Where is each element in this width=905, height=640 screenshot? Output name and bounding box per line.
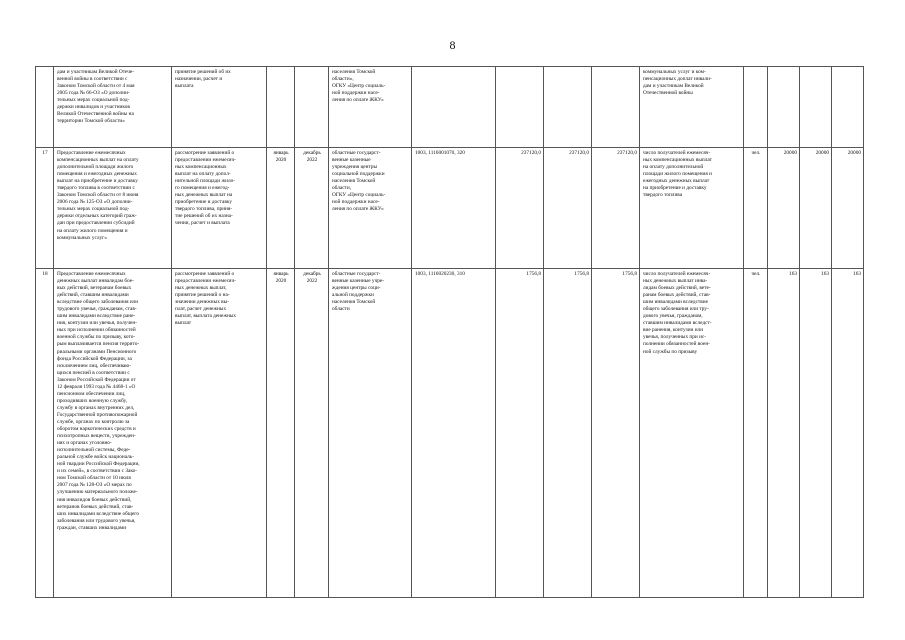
executor: населения Томской области», ОГКУ «Центр социаль- ной поддержки насе- ления по оплате ЖКУ» [329, 67, 412, 148]
target-year-1: 163 [768, 269, 800, 598]
target-year-3: 163 [832, 269, 864, 598]
table-row [36, 269, 864, 598]
measures-table [35, 66, 864, 598]
executor: областные государст- венные казенные учреждения центры социальной поддержки населения Томской области, ОГКУ «Центр социаль- ной поддержки насе- ления по оплате ЖКУ» [329, 148, 412, 269]
row-number [36, 67, 54, 148]
measure-name: Предоставление ежемесячных денежных выплат инвалидам бое- вых действий, ветеранам боевых действий, ставшим инвалидами вследствие общего заболевания или трудового увечья, гражданам, став- шим инвалидами вследствие ране- ния, контузии или увечья, получен- ных при исполнении обязанностей военной службы по призыву, кото- рым выплачивается пенсия террито- риальными органами Пенсионного фонда Российской Федерации, за исключением лиц, обеспечиваю- щихся пенсией в соответствии с Законом Российской Федерации от 12 февраля 1993 года № 4468-1 «О пенсионном обеспечении лиц, проходивших военную службу, службу в органах внутренних дел, Государственной противопожарной службе, органах по контролю за оборотом наркотических средств и психотропных веществ, учрежден- иях и органах уголовно- исполнительной системы, Феде- ральной службе войск националь- ной гвардии Российской Федерации, и их семей», в соответствии с Зако- ном Томской области от 10 июля 2007 года № 128-ОЗ «О мерах по улучшению материального положе- ния инвалидов боевых действий, ветеранов боевых действий, став- ших инвалидами вследствие общего заболевания или трудового увечья, граждан, ставших инвалидами [54, 269, 172, 598]
process-description: принятие решений об их назначении, расчет и выплата [172, 67, 267, 148]
target-year-2 [800, 67, 832, 148]
indicator: число получателей ежемесяч- ных компенсационных выплат на оплату дополнительной площади жилого помещения и ежегодных денежных выплат на приобретение и доставку твердого топлива [640, 148, 744, 269]
funding-year-1: 237120,0 [496, 148, 544, 269]
budget-code: 1003, 1116020230, 310 [412, 269, 496, 598]
indicator: коммунальных услуг и ком- пенсационных доплат инвали- дам и участникам Великой Отечественной войны [640, 67, 744, 148]
funding-year-3 [592, 67, 640, 148]
end-date [295, 67, 329, 148]
row-number: 18 [36, 269, 54, 598]
target-year-2: 163 [800, 269, 832, 598]
funding-year-2: 1756,8 [544, 269, 592, 598]
table-row [36, 148, 864, 269]
target-year-3 [832, 67, 864, 148]
end-date: декабрь 2022 [295, 269, 329, 598]
page-number: 8 [449, 38, 456, 52]
unit: чел. [744, 148, 768, 269]
funding-year-3: 1756,8 [592, 269, 640, 598]
indicator: число получателей ежемесяч- ных денежных выплат инва- лидам боевых действий, вете- ранам боевых действий, став- шим инвалидами вследствие общего заболевания или тру- дового увечья, гражданам, ставшим инвалидами вследст- вие ранения, контузии или увечья, полученных при ис- полнении обязанностей воен- ной службы по призыву [640, 269, 744, 598]
end-date: декабрь 2022 [295, 148, 329, 269]
row-number: 17 [36, 148, 54, 269]
unit: чел. [744, 269, 768, 598]
funding-year-2: 237120,0 [544, 148, 592, 269]
measure-name: Предоставление ежемесячных компенсационных выплат на оплату дополнительной площади жилого помещения и ежегодных денежных выплат на приобретение и доставку твердого топлива в соответствии с Законом Томской области от 8 июня 2006 года № 125-ОЗ «О дополни- тельных мерах социальной под- держки отдельных категорий граж- дан при предоставлении субсидий на оплату жилого помещения и коммунальных услуг» [54, 148, 172, 269]
executor: областные государст- венные казенные учре- ждения центры соци- альной поддержки населения Томской области [329, 269, 412, 598]
target-year-3: 20000 [832, 148, 864, 269]
unit [744, 67, 768, 148]
target-year-1 [768, 67, 800, 148]
funding-year-1 [496, 67, 544, 148]
budget-code [412, 67, 496, 148]
funding-year-2 [544, 67, 592, 148]
process-description: рассмотрение заявлений о предоставлении ежемесяч- ных компенсационных выплат на оплату допол- нительной площади жило- го помещения и ежегод- ных денежных выплат на приобретение и доставку твердого топлива, приня- тие решений об их назна- чении, расчет и выплата [172, 148, 267, 269]
start-date: январь 2020 [267, 269, 295, 598]
target-year-2: 20000 [800, 148, 832, 269]
funding-year-1: 1756,8 [496, 269, 544, 598]
table-row [36, 67, 864, 148]
start-date: январь 2020 [267, 148, 295, 269]
target-year-1: 20000 [768, 148, 800, 269]
process-description: рассмотрение заявлений о предоставлении ежемесяч- ных денежных выплат, принятие решений о на- значении денежных вы- плат, расчет денежных выплат, выплата денежных выплат [172, 269, 267, 598]
start-date [267, 67, 295, 148]
funding-year-3: 237120,0 [592, 148, 640, 269]
measure-name: дам и участникам Великой Отече- венной войны в соответствии с Законом Томской области от 4 мая 2005 года № 66-ОЗ «О дополни- тельных мерах социальной под- держки инвалидов и участников Великой Отечественной войны на территории Томской области» [54, 67, 172, 148]
budget-code: 1003, 1116001070, 320 [412, 148, 496, 269]
